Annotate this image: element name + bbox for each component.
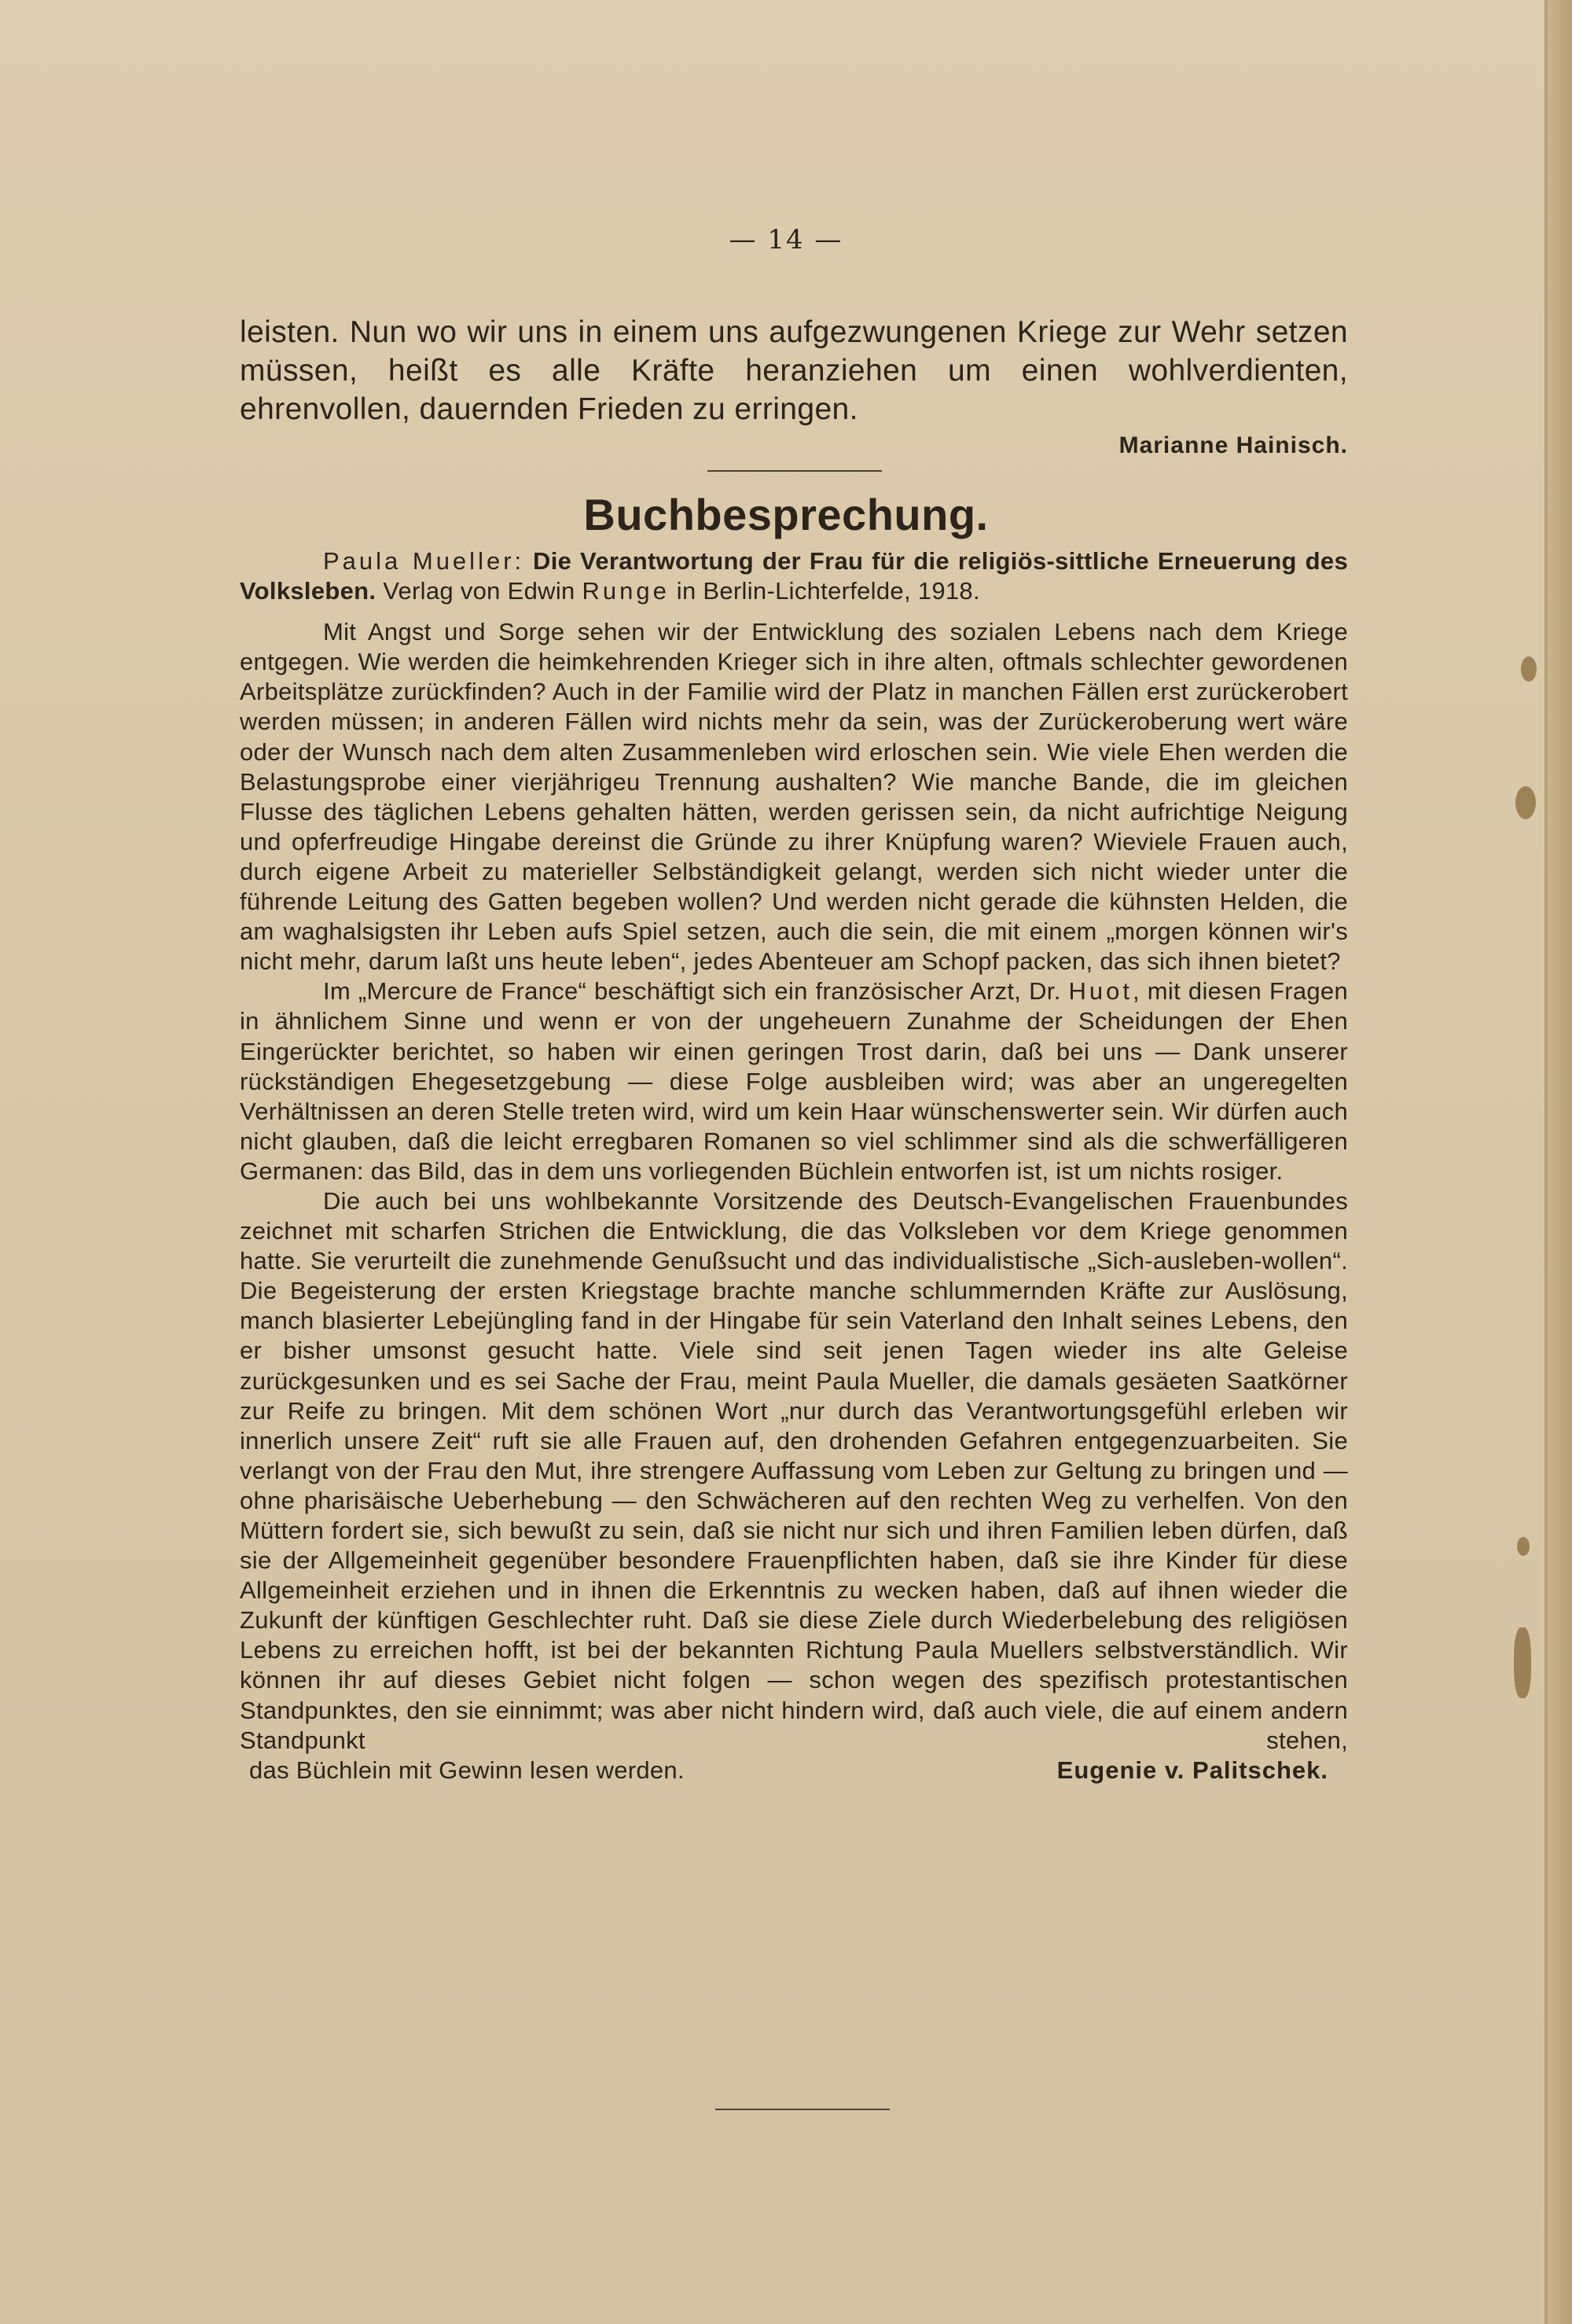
bibliography (240, 546, 1348, 606)
publisher-name: Runge (582, 577, 670, 605)
book-review (240, 546, 1348, 1785)
review-paragraph: Die auch bei uns wohlbekannte Vorsitzende des Deutsch-Evangelischen Frauenbundes zeichnet mit scharfen Strichen die Entwicklung, die das Volksleben vor dem Kriege genommen hatte. Sie verurteilt die zunehmende Genußsucht und das individualistische „Sich-ausleben-wollen“. Die Begeisterung der ersten Kriegstage brachte manche schlummernden Kräfte zur Auslösung, manch blasierter Lebejüngling fand in der Hingabe für sein Vaterland den Inhalt seines Lebens, den er bisher umsonst gesucht hatte. Viele sind seit jenen Tagen wieder ins alte Geleise zurückgesunken und es sei Sache der Frau, meint Paula Mueller, die damals gesäeten Saatkörner zur Reife zu bringen. Mit dem schönen Wort „nur durch das Verantwortungsgefühl erleben wir innerlich unsere Zeit“ ruft sie alle Frauen auf, den drohenden Gefahren entgegenzuarbeiten. Sie verlangt von der Frau den Mut, ihre strengere Auffassung vom Leben zur Geltung zu bringen und — ohne pharisäische Ueberhebung — den Schwächeren auf den rechten Weg zu verhelfen. Von den Müttern fordert sie, sich bewußt zu sein, daß sie nicht nur sich und ihren Familien leben dürfen, daß sie der Allgemeinheit gegenüber besondere Frauenpflichten haben, daß sie ihre Kinder für diese Allgemeinheit erziehen und in ihnen die Erkenntnis zu wecken haben, daß auf ihnen wieder die Zukunft der künftigen Geschlechter ruht. Daß sie diese Ziele durch Wiederbelebung des religiösen Lebens zu erreichen hofft, ist bei der bekannten Richtung Paula Muellers selbstverständlich. Wir können ihr auf dieses Gebiet nicht folgen — schon wegen des spezifisch protestantischen Standpunktes, den sie einnimmt; was aber nicht hindern wird, daß auch viele, die auf einem andern Standpunkt stehen, (240, 1186, 1348, 1754)
section-heading: Buchbesprechung. (583, 490, 989, 539)
paragraph-rest: , mit diesen Fragen in ähnlichem Sinne und wenn er von der ungeheuern Zunahme der Scheidungen der Ehen Eingerückter berichtet, so haben wir einen geringen Trost darin, daß bei uns — Dank unserer rückständigen Ehegesetzgebung — diese Folge ausbleiben wird; was aber an ungeregelten Verhältnissen an deren Stelle treten wird, wird um kein Haar wünschenswerter sein. Wir dürfen auch nicht glauben, daß die leicht erregbaren Romanen so viel schlimmer sind als die schwerfälligeren Germanen: das Bild, das in dem uns vorliegenden Büchlein entworfen ist, ist um nichts rosiger. (240, 977, 1348, 1185)
paper-stain (1521, 656, 1537, 682)
paragraph-start: Im „Mercure de France“ beschäftigt sich ein französischer Arzt, Dr. (323, 977, 1061, 1006)
closing-line (240, 1756, 1348, 1785)
page-edge (1548, 0, 1572, 2324)
publisher-prefix: Verlag von Edwin (383, 577, 575, 605)
divider (715, 2109, 890, 2110)
publisher-suffix: in Berlin-Lichterfelde, 1918. (676, 577, 980, 605)
closing-text: das Büchlein mit Gewinn lesen werden. (249, 1756, 685, 1784)
intro-author: Marianne Hainisch. (1118, 432, 1348, 458)
paper-stain (1514, 1627, 1531, 1698)
divider (707, 470, 882, 472)
cited-name: Huot (1068, 977, 1133, 1006)
page-number: — 14 — (729, 224, 843, 256)
review-author: Eugenie v. Palitschek. (1056, 1756, 1328, 1784)
intro-section (240, 313, 1348, 463)
paper-stain (1517, 1537, 1530, 1556)
book-title: Die Verantwortung der Frau für die religiös-sittliche Erneuerung des Volksleben. (240, 547, 1348, 605)
review-paragraph (240, 976, 1348, 1186)
review-paragraph: Mit Angst und Sorge sehen wir der Entwicklung des sozialen Lebens nach dem Kriege entgegen. Wie werden die heimkehrenden Krieger sich in ihre alten, oftmals schlechter gewordenen Arbeitsplätze zurückfinden? Auch in der Familie wird der Platz in manchen Fällen erst zurückerobert werden müssen; in anderen Fällen wird nichts mehr da sein, was der Zurückeroberung wert wäre oder der Wunsch nach dem alten Zusammenleben wird erloschen sein. Wie viele Ehen werden die Belastungsprobe einer vierjährigeu Trennung aushalten? Wie manche Bande, die im gleichen Flusse des täglichen Lebens gehalten hätten, werden gerissen sein, da nicht aufrichtige Neigung und opferfreudige Hingabe dereinst die Gründe zu ihrer Knüpfung waren? Wieviele Frauen auch, durch eigene Arbeit zu materieller Selbständigkeit gelangt, werden sich nicht wieder unter die führende Leitung des Gatten begeben wollen? Und werden nicht gerade die kühnsten Helden, die am waghalsigsten ihr Leben aufs Spiel setzen, auch die sein, die mit einem „morgen können wir's nicht mehr, darum laßt uns heute leben“, jedes Abenteuer am Schopf packen, das sich ihnen bietet? (240, 618, 1348, 976)
book-author: Paula Mueller: (323, 547, 525, 575)
paper-stain (1515, 786, 1536, 819)
intro-paragraph: leisten. Nun wo wir uns in einem uns aufgezwungenen Kriege zur Wehr setzen müssen, heißt es alle Kräfte heranziehen um einen wohlverdienten, ehrenvollen, dauernden Frieden zu erringen. (240, 315, 1348, 426)
